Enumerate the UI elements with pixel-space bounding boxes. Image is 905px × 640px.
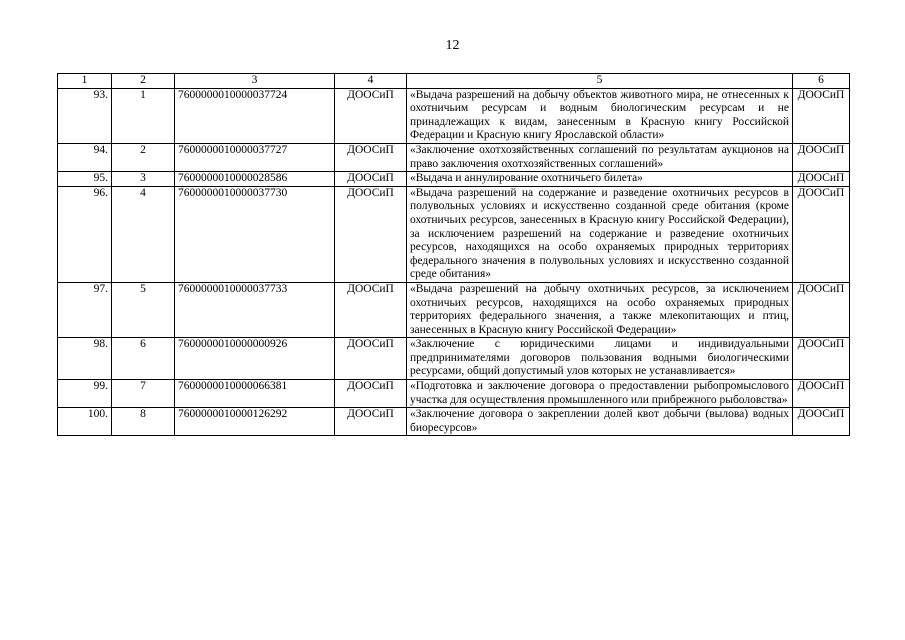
service-name: «Выдача разрешений на содержание и разведение охотничьих ресурсов в полувольных условиях и искусственно созданной среде обитания (кроме охотничьих ресурсов, занесенных в Красную книгу Российской Федерации), за исключением разрешений на содержание и разведение охотничьих ресурсов, находящихся на особо охраняемых природных территориях федерального значения в полувольных условиях и искусственно созданной среде обитания» <box>407 186 793 282</box>
header-row <box>58 74 850 89</box>
table-row <box>58 380 850 408</box>
organization: ДООСиП <box>335 143 407 171</box>
responsible-organization: ДООСиП <box>793 143 850 171</box>
responsible-organization: ДООСиП <box>793 88 850 143</box>
service-code: 7600000010000037733 <box>175 282 335 337</box>
table-row <box>58 282 850 337</box>
organization: ДООСиП <box>335 172 407 187</box>
organization: ДООСиП <box>335 408 407 436</box>
service-code: 7600000010000037730 <box>175 186 335 282</box>
table-header <box>58 74 850 89</box>
responsible-organization: ДООСиП <box>793 380 850 408</box>
service-code: 7600000010000126292 <box>175 408 335 436</box>
table-body <box>58 88 850 436</box>
page-number: 12 <box>445 38 460 53</box>
table-row <box>58 408 850 436</box>
row-number: 94. <box>58 143 112 171</box>
service-name: «Заключение охотхозяйственных соглашений по результатам аукционов на право заключения охотхозяйственных соглашений» <box>407 143 793 171</box>
row-number: 95. <box>58 172 112 187</box>
organization: ДООСиП <box>335 338 407 380</box>
service-code: 7600000010000037724 <box>175 88 335 143</box>
table-row <box>58 172 850 187</box>
service-code: 7600000010000037727 <box>175 143 335 171</box>
table-row <box>58 338 850 380</box>
header-col-6: 6 <box>793 74 850 89</box>
responsible-organization: ДООСиП <box>793 338 850 380</box>
header-col-1: 1 <box>58 74 112 89</box>
row-subnumber: 8 <box>112 408 175 436</box>
service-name: «Заключение договора о закреплении долей квот добычи (вылова) водных биоресурсов» <box>407 408 793 436</box>
service-name: «Выдача и аннулирование охотничьего билета» <box>407 172 793 187</box>
service-name: «Выдача разрешений на добычу охотничьих ресурсов, за исключением охотничьих ресурсов, находящихся на особо охраняемых природных территориях федерального значения, а также млекопитающих и птиц, занесенных в Красную книгу Российской Федерации» <box>407 282 793 337</box>
table-row <box>58 88 850 143</box>
service-name: «Подготовка и заключение договора о предоставлении рыбопромыслового участка для осуществления промышленного или прибрежного рыболовства» <box>407 380 793 408</box>
responsible-organization: ДООСиП <box>793 172 850 187</box>
row-subnumber: 3 <box>112 172 175 187</box>
row-subnumber: 5 <box>112 282 175 337</box>
table-row <box>58 143 850 171</box>
header-col-3: 3 <box>175 74 335 89</box>
service-code: 7600000010000000926 <box>175 338 335 380</box>
responsible-organization: ДООСиП <box>793 282 850 337</box>
organization: ДООСиП <box>335 282 407 337</box>
header-col-2: 2 <box>112 74 175 89</box>
responsible-organization: ДООСиП <box>793 408 850 436</box>
header-col-5: 5 <box>407 74 793 89</box>
header-col-4: 4 <box>335 74 407 89</box>
row-subnumber: 1 <box>112 88 175 143</box>
row-number: 100. <box>58 408 112 436</box>
service-name: «Выдача разрешений на добычу объектов животного мира, не отнесенных к охотничьим ресурсам и водным биологическим ресурсам и не принадлежащих к видам, занесенным в Красную книгу Российской Федерации и Красную книгу Ярославской области» <box>407 88 793 143</box>
row-number: 99. <box>58 380 112 408</box>
row-number: 96. <box>58 186 112 282</box>
organization: ДООСиП <box>335 380 407 408</box>
row-subnumber: 7 <box>112 380 175 408</box>
organization: ДООСиП <box>335 186 407 282</box>
service-code: 7600000010000066381 <box>175 380 335 408</box>
row-number: 98. <box>58 338 112 380</box>
row-subnumber: 4 <box>112 186 175 282</box>
table-row <box>58 186 850 282</box>
service-code: 7600000010000028586 <box>175 172 335 187</box>
organization: ДООСиП <box>335 88 407 143</box>
row-subnumber: 2 <box>112 143 175 171</box>
responsible-organization: ДООСиП <box>793 186 850 282</box>
services-table <box>57 73 850 436</box>
row-subnumber: 6 <box>112 338 175 380</box>
row-number: 93. <box>58 88 112 143</box>
service-name: «Заключение с юридическими лицами и индивидуальными предпринимателями договоров пользования водными биологическими ресурсами, общий допустимый улов которых не устанавливается» <box>407 338 793 380</box>
row-number: 97. <box>58 282 112 337</box>
